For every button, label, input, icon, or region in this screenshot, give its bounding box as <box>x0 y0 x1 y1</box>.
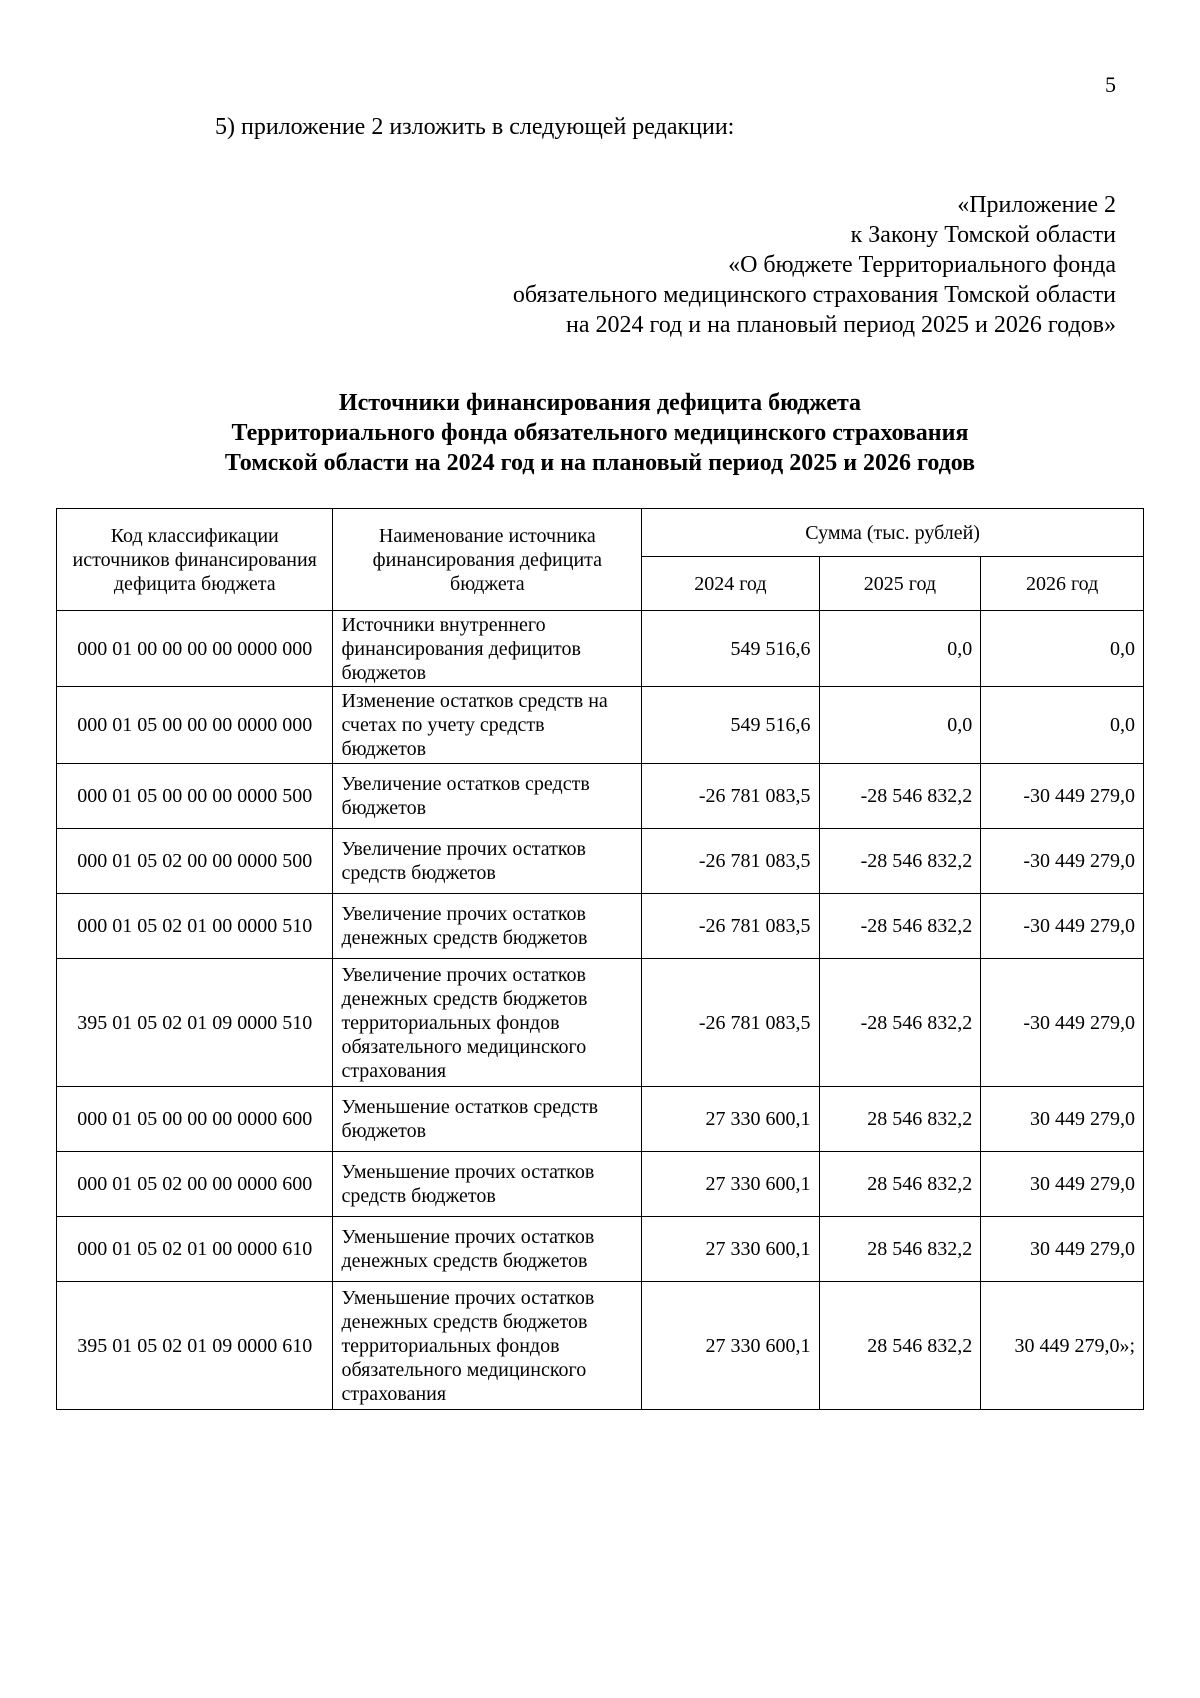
row-name: Изменение остатков средств на счетах по учету средств бюджетов <box>333 687 642 764</box>
row-value-2026: 30 449 279,0 <box>981 1217 1144 1282</box>
page-number: 5 <box>1105 72 1116 97</box>
title-line: Томской области на 2024 год и на плановый период 2025 и 2026 годов <box>224 450 976 476</box>
row-value-2025: 28 546 832,2 <box>819 1087 981 1152</box>
row-value-2024: 27 330 600,1 <box>642 1087 819 1152</box>
table-row <box>57 1087 1144 1152</box>
row-name: Уменьшение прочих остатков средств бюджетов <box>333 1152 642 1217</box>
header-code: Код классификации источников финансирования дефицита бюджета <box>57 509 333 611</box>
row-value-2024: -26 781 083,5 <box>642 894 819 959</box>
row-value-2026: 0,0 <box>981 611 1144 687</box>
row-value-2026: 30 449 279,0 <box>981 1087 1144 1152</box>
header-2025: 2025 год <box>819 557 981 611</box>
row-code: 000 01 05 02 01 00 0000 610 <box>57 1217 333 1282</box>
row-value-2025: -28 546 832,2 <box>819 959 981 1087</box>
row-name: Увеличение прочих остатков денежных средств бюджетов <box>333 894 642 959</box>
row-value-2026: -30 449 279,0 <box>981 829 1144 894</box>
row-value-2024: 27 330 600,1 <box>642 1217 819 1282</box>
row-value-2024: 549 516,6 <box>642 687 819 764</box>
row-value-2026: -30 449 279,0 <box>981 959 1144 1087</box>
row-code: 395 01 05 02 01 09 0000 510 <box>57 959 333 1087</box>
row-value-2025: -28 546 832,2 <box>819 894 981 959</box>
table-row <box>57 1217 1144 1282</box>
row-value-2024: -26 781 083,5 <box>642 829 819 894</box>
row-name: Уменьшение прочих остатков денежных средств бюджетов территориальных фондов обязательного медицинского страхования <box>333 1282 642 1410</box>
row-name: Источники внутреннего финансирования дефицитов бюджетов <box>333 611 642 687</box>
table-row <box>57 829 1144 894</box>
intro-paragraph: 5) приложение 2 изложить в следующей редакции: <box>215 114 735 140</box>
header-name: Наименование источника финансирования дефицита бюджета <box>333 509 642 611</box>
table-row <box>57 611 1144 687</box>
title-line: Территориального фонда обязательного медицинского страхования <box>231 420 969 446</box>
row-value-2024: 549 516,6 <box>642 611 819 687</box>
row-name: Увеличение остатков средств бюджетов <box>333 764 642 829</box>
row-value-2026: 30 449 279,0 <box>981 1152 1144 1217</box>
row-value-2025: 28 546 832,2 <box>819 1282 981 1410</box>
row-value-2026: -30 449 279,0 <box>981 894 1144 959</box>
row-value-2025: 28 546 832,2 <box>819 1217 981 1282</box>
funding-sources-table <box>56 508 1144 1410</box>
row-code: 000 01 05 00 00 00 0000 500 <box>57 764 333 829</box>
row-value-2025: 0,0 <box>819 611 981 687</box>
document-title <box>0 388 1200 478</box>
table-row <box>57 1282 1144 1410</box>
row-value-2025: 0,0 <box>819 687 981 764</box>
row-value-2026: 30 449 279,0»; <box>981 1282 1144 1410</box>
row-code: 000 01 05 02 00 00 0000 500 <box>57 829 333 894</box>
title-line: Источники финансирования дефицита бюджета <box>338 390 862 416</box>
table-row <box>57 959 1144 1087</box>
table-row <box>57 1152 1144 1217</box>
row-value-2026: -30 449 279,0 <box>981 764 1144 829</box>
header-sum: Сумма (тыс. рублей) <box>642 509 1144 557</box>
table-row <box>57 687 1144 764</box>
row-code: 395 01 05 02 01 09 0000 610 <box>57 1282 333 1410</box>
appendix-line: к Закону Томской области <box>850 222 1116 248</box>
row-name: Уменьшение прочих остатков денежных средств бюджетов <box>333 1217 642 1282</box>
appendix-line: на 2024 год и на плановый период 2025 и 2026 годов» <box>565 312 1116 338</box>
row-value-2026: 0,0 <box>981 687 1144 764</box>
row-code: 000 01 00 00 00 00 0000 000 <box>57 611 333 687</box>
appendix-heading <box>356 190 1116 340</box>
row-value-2024: 27 330 600,1 <box>642 1152 819 1217</box>
row-value-2025: -28 546 832,2 <box>819 764 981 829</box>
row-code: 000 01 05 00 00 00 0000 600 <box>57 1087 333 1152</box>
table-row <box>57 894 1144 959</box>
row-value-2024: 27 330 600,1 <box>642 1282 819 1410</box>
header-2024: 2024 год <box>642 557 819 611</box>
row-value-2025: -28 546 832,2 <box>819 829 981 894</box>
row-code: 000 01 05 02 00 00 0000 600 <box>57 1152 333 1217</box>
row-code: 000 01 05 00 00 00 0000 000 <box>57 687 333 764</box>
row-name: Увеличение прочих остатков средств бюджетов <box>333 829 642 894</box>
row-value-2024: -26 781 083,5 <box>642 764 819 829</box>
appendix-line: обязательного медицинского страхования Томской области <box>512 282 1116 308</box>
header-2026: 2026 год <box>981 557 1144 611</box>
row-name: Уменьшение остатков средств бюджетов <box>333 1087 642 1152</box>
row-value-2025: 28 546 832,2 <box>819 1152 981 1217</box>
row-code: 000 01 05 02 01 00 0000 510 <box>57 894 333 959</box>
row-name: Увеличение прочих остатков денежных средств бюджетов территориальных фондов обязательного медицинского страхования <box>333 959 642 1087</box>
table-row <box>57 764 1144 829</box>
row-value-2024: -26 781 083,5 <box>642 959 819 1087</box>
appendix-line: «Приложение 2 <box>957 192 1116 218</box>
appendix-line: «О бюджете Территориального фонда <box>728 252 1116 278</box>
